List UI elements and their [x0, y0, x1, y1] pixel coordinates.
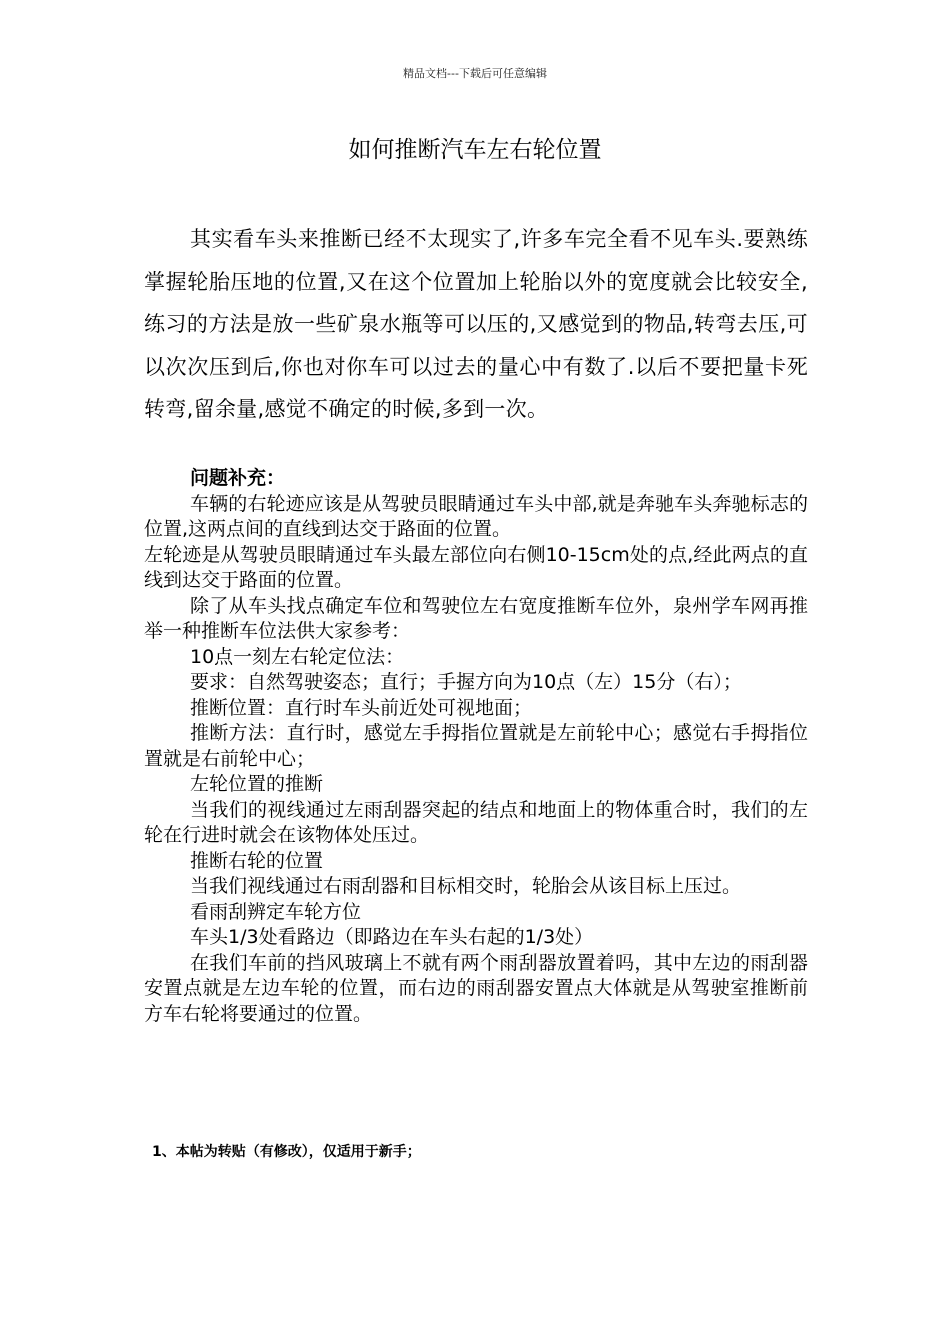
supplement-paragraph: 当我们的视线通过左雨刮器突起的结点和地面上的物体重合时，我们的左轮在行进时就会在该物体处压过。 — [144, 798, 808, 846]
supplement-paragraph: 左轮位置的推断 — [190, 773, 324, 795]
supplement-paragraph: 推断方法：直行时，感觉左手拇指位置就是左前轮中心；感觉右手拇指位置就是右前轮中心； — [144, 722, 808, 770]
supplement-heading: 问题补充： — [190, 467, 286, 489]
supplement-paragraph: 当我们视线通过右雨刮器和目标相交时，轮胎会从该目标上压过。 — [190, 875, 742, 897]
supplement-section — [144, 466, 808, 1027]
supplement-paragraph: 车头1/3处看路边（即路边在车头右起的1/3处） — [190, 926, 594, 948]
header-note: 精品文档---下载后可任意编辑 — [403, 67, 547, 80]
supplement-paragraph: 推断右轮的位置 — [190, 849, 324, 872]
supplement-paragraph: 在我们车前的挡风玻璃上不就有两个雨刮器放置着吗，其中左边的雨刮器安置点就是左边车轮的位置，而右边的雨刮器安置点大体就是从驾驶室推断前方车右轮将要通过的位置。 — [144, 951, 808, 1025]
supplement-paragraph: 车辆的右轮迹应该是从驾驶员眼睛通过车头中部,就是奔驰车头奔驰标志的位置,这两点间的直线到达交于路面的位置。 — [144, 492, 808, 540]
supplement-paragraph: 除了从车头找点确定车位和驾驶位左右宽度推断车位外，泉州学车网再推举一种推断车位法供大家参考： — [144, 594, 808, 642]
supplement-paragraph: 10点一刻左右轮定位法： — [190, 645, 405, 668]
document-title: 如何推断汽车左右轮位置 — [348, 137, 602, 163]
intro-paragraph: 其实看车头来推断已经不太现实了,许多车完全看不见车头.要熟练掌握轮胎压地的位置,又在这个位置加上轮胎以外的宽度就会比较安全,练习的方法是放一些矿泉水瓶等可以压的,又感觉到的物品,转弯去压,可以次次压到后,你也对你车可以过去的量心中有数了.以后不要把量卡死转弯,留余量,感觉不确定的时候,多到一次。 — [144, 227, 808, 421]
footnote: 1、本帖为转贴（有修改），仅适用于新手； — [152, 1144, 421, 1160]
supplement-paragraph: 推断位置：直行时车头前近处可视地面； — [190, 696, 533, 719]
supplement-paragraph: 左轮迹是从驾驶员眼睛通过车头最左部位向右侧10-15cm处的点,经此两点的直线到达交于路面的位置。 — [144, 543, 808, 591]
supplement-paragraph: 看雨刮辨定车轮方位 — [190, 900, 362, 923]
supplement-paragraph: 要求：自然驾驶姿态；直行；手握方向为10点（左）15分（右）； — [190, 671, 742, 693]
